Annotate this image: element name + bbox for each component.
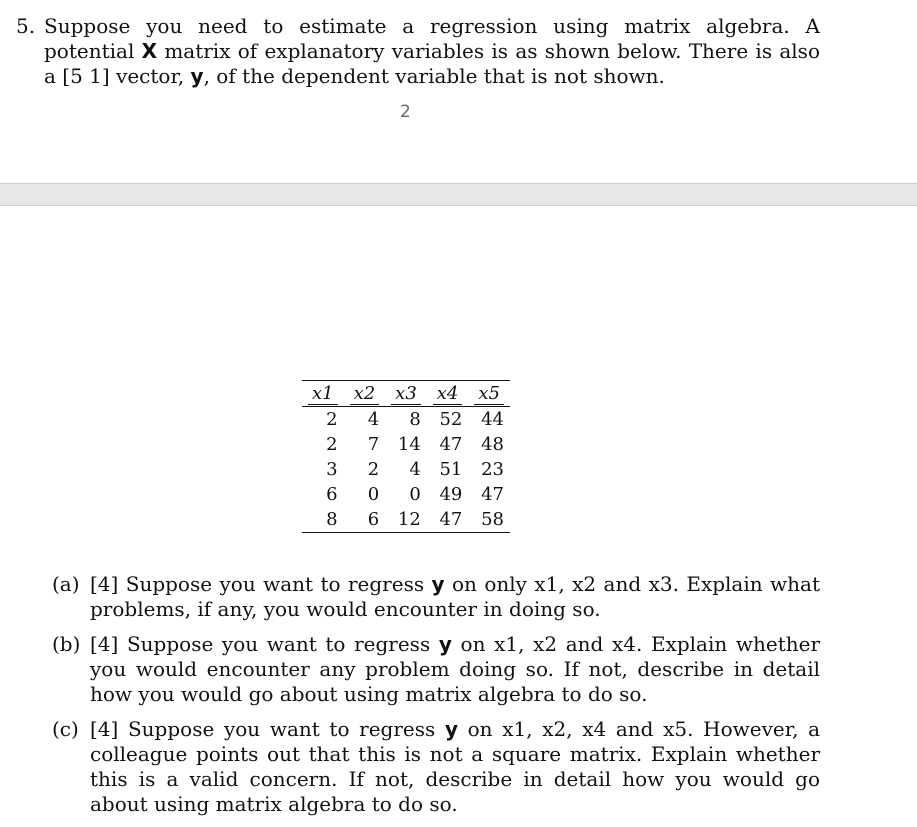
question-intro-2: matrix of explanatory variables is as shown below. There is also a [5 1] vector, (44, 39, 820, 88)
table-cell: 0 (367, 484, 380, 505)
table-cell: 6 (367, 509, 380, 530)
vector-y-symbol: y (190, 64, 204, 88)
page-break-gap (0, 183, 917, 206)
vector-y-symbol: y (431, 572, 445, 596)
part-text: [4] Suppose you want to regress (90, 717, 445, 741)
question-intro-3: , of the dependent variable that is not shown. (203, 64, 665, 88)
table-cell: 4 (409, 459, 421, 480)
table-cell: 12 (397, 509, 421, 530)
part-text: [4] Suppose you want to regress (90, 572, 432, 596)
table-cell: 52 (439, 409, 463, 430)
table-cell: 47 (439, 509, 463, 530)
column-header: x3 (385, 381, 427, 407)
part-text: on x1, x2, x4 and x5. However, a colleague points out that this is not a square matrix. Explain whether this is a valid concern. If not, describe in detail how you would go about using matrix algebra to do so. (90, 717, 820, 816)
table-cell: 58 (481, 509, 504, 530)
part-label: (b) (52, 632, 81, 656)
part-a (52, 572, 820, 622)
table-cell: 48 (481, 434, 504, 455)
part-text: on only x1, x2 and x3. Explain what problems, if any, you would encounter in doing so. (90, 572, 820, 621)
table-cell: 7 (367, 434, 380, 455)
table-cell: 8 (409, 409, 421, 430)
part-b (52, 632, 820, 707)
table-cell: 49 (439, 484, 463, 505)
part-label: (c) (52, 717, 79, 741)
matrix-x-symbol: X (141, 39, 158, 63)
table-cell: 47 (481, 484, 504, 505)
table-row (302, 432, 510, 457)
part-c (52, 717, 820, 817)
question-parts (52, 572, 820, 827)
part-text: [4] Suppose you want to regress (90, 632, 439, 656)
table-cell: 2 (367, 459, 380, 480)
part-text: on x1, x2 and x4. Explain whether you would encounter any problem doing so. If not, describe in detail how you would go about using matrix algebra to do so. (90, 632, 821, 706)
column-header: x2 (344, 381, 386, 407)
table-cell: 23 (481, 459, 504, 480)
vector-y-symbol: y (438, 632, 452, 656)
table-cell: 6 (326, 484, 338, 505)
table-cell: 3 (326, 459, 338, 480)
question-intro-1: Suppose you need to estimate a regression using matrix algebra. A potential (44, 14, 820, 63)
question-block (16, 14, 820, 89)
table-header-row (302, 381, 510, 407)
page-number: 2 (400, 102, 411, 122)
table-cell: 44 (481, 409, 504, 430)
table-cell: 8 (326, 509, 338, 530)
table-cell: 0 (409, 484, 421, 505)
question-text (44, 14, 820, 89)
column-header: x1 (302, 381, 344, 407)
table-cell: 14 (397, 434, 421, 455)
table-row (302, 482, 510, 507)
table-cell: 47 (439, 434, 463, 455)
table-cell: 2 (326, 434, 338, 455)
x-matrix-table (302, 380, 510, 533)
table-cell: 2 (326, 409, 338, 430)
vector-y-symbol: y (444, 717, 458, 741)
column-header: x5 (468, 381, 510, 407)
part-label: (a) (52, 572, 80, 596)
table-cell: 4 (367, 409, 380, 430)
table-row (302, 457, 510, 482)
question-number: 5. (16, 14, 36, 38)
table-row (302, 407, 510, 433)
table-cell: 51 (439, 459, 463, 480)
column-header: x4 (427, 381, 469, 407)
table-row (302, 507, 510, 532)
